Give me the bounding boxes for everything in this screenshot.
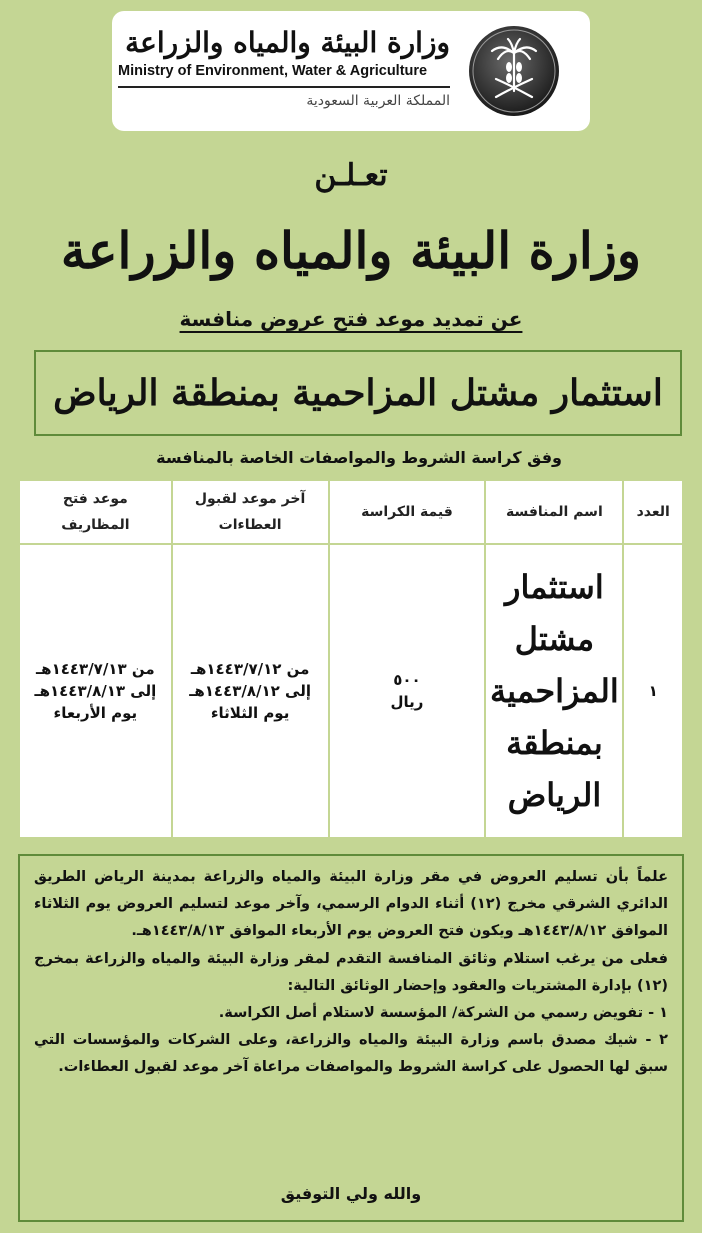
notes-box [18,854,684,1222]
header-opening [19,480,172,544]
tender-name-line: المزاحمية [490,672,619,710]
fee-amount: ٥٠٠ [393,671,421,689]
notes-item-cheque: ٢ - شيك مصدق باسم وزارة البيئة والمياه والزراعة، وعلى الشركات والمؤسسات التي سبق لها الحصول على كراسة الشروط والمواصفات مراعاة آخر موعد لقبول العطاءات. [34,1032,668,1076]
palm-swords-emblem-icon [468,25,560,117]
tender-name-line: بمنطقة [506,724,603,762]
tender-name-line: استثمار [505,568,604,606]
header-fee: قيمة الكراسة [329,480,486,544]
opening-line: يوم الأربعاء [53,704,138,722]
announce-heading: تعـلـن [314,158,388,193]
opening-line: من ١٤٤٣/٧/١٣هـ [36,660,155,678]
table-header-row [19,480,683,544]
header-last-bid [172,480,329,544]
cell-opening [19,544,172,838]
tender-name-line: مشتل [514,620,595,658]
header-opening-line1: موعد فتح [62,491,128,507]
tender-name-line: الرياض [507,776,602,814]
opening-line: إلى ١٤٤٣/٨/١٣هـ [34,682,157,700]
logo-kingdom-name: المملكة العربية السعودية [306,93,450,109]
closing-phrase: والله ولي التوفيق [280,1184,422,1203]
logo-arabic-name: وزارة البيئة والمياه والزراعة [125,26,450,59]
subject-text: عن تمديد موعد فتح عروض منافسة [179,307,523,331]
last-bid-line: إلى ١٤٤٣/٨/١٢هـ [189,682,311,700]
last-bid-line: يوم الثلاثاء [210,704,290,722]
header-last-bid-line2: العطاءات [218,517,282,533]
cell-fee [329,544,486,838]
header-opening-line2: المظاريف [61,517,130,533]
header-number: العدد [623,480,683,544]
project-title-box [34,350,682,436]
notes-paragraph-delivery: علماً بأن تسليم العروض في مقر وزارة البيئة والمياه والزراعة بمدينة الرياض الطريق الدائري الشرقي مخرج (١٢) أثناء الدوام الرسمي، وآخر موعد لتسليم العروض يوم الثلاثاء الموافق ١٤٤٣/٨/١٢هـ ويكون فتح العروض يوم الأربعاء الموافق ١٤٤٣/٨/١٣هـ. [34,869,668,940]
notes-item-authorization: ١ - تفويض رسمي من الشركة/ المؤسسة لاستلام أصل الكراسة. [218,1005,668,1022]
project-title: استثمار مشتل المزاحمية بمنطقة الرياض [53,372,663,414]
ministry-title: وزارة البيئة والمياه والزراعة [60,221,642,280]
notes-paragraph-documents: فعلى من يرغب استلام وثائق المنافسة التقدم لمقر وزارة البيئة والمياه والزراعة بمخرج (١٢) بإدارة المشتريات والعقود وإحضار الوثائق التالية: [34,950,668,994]
table-row [19,544,683,838]
cell-last-bid [172,544,329,838]
tender-table [18,479,684,839]
logo-divider [118,86,450,88]
cell-tender-name [485,544,623,838]
terms-note: وفق كراسة الشروط والمواصفات الخاصة بالمنافسة [156,448,562,467]
header-last-bid-line1: آخر موعد لقبول [194,491,306,507]
logo-english-name: Ministry of Environment, Water & Agriculture [118,63,428,79]
header-name: اسم المنافسة [485,480,623,544]
fee-currency: ريال [390,693,424,711]
last-bid-line: من ١٤٤٣/٧/١٢هـ [190,660,310,678]
subject-line [0,307,702,331]
cell-number: ١ [623,544,683,838]
ministry-logo-card [112,11,590,131]
